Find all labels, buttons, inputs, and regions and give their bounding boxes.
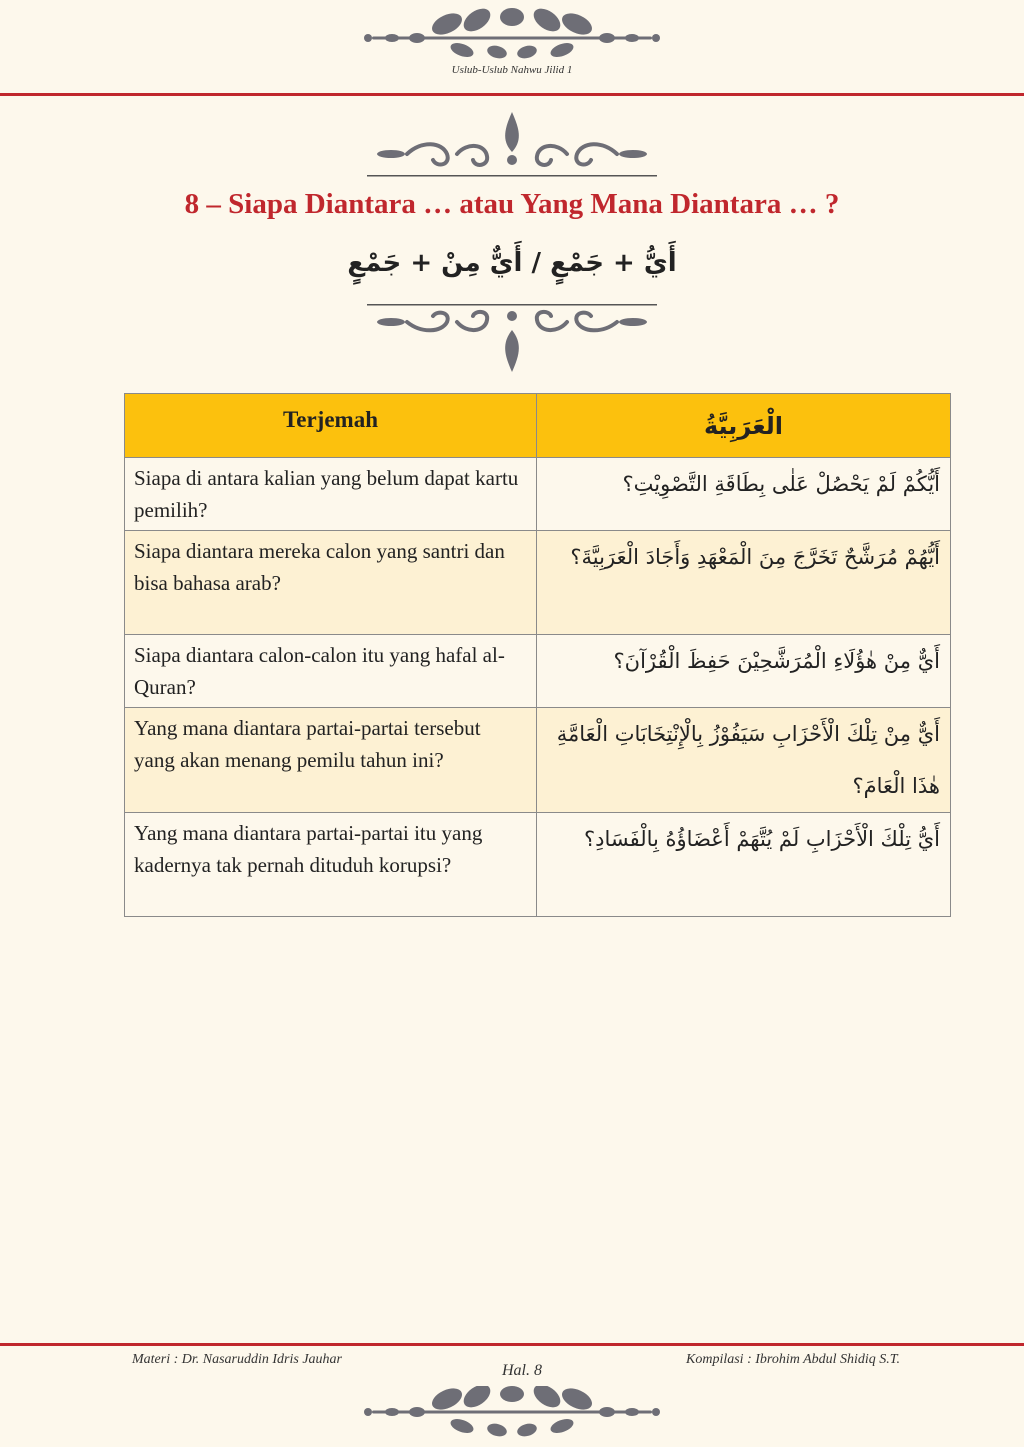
footer-materi: Materi : Dr. Nasaruddin Idris Jauhar	[132, 1352, 343, 1367]
table-row	[125, 531, 951, 635]
lower-fleuron-divider-icon	[0, 302, 1024, 374]
translation-cell: Siapa diantara mereka calon yang santri dan bisa bahasa arab?	[125, 531, 537, 635]
table-header-row	[125, 394, 951, 458]
arabic-cell: أَيُّكُمْ لَمْ يَحْصُلْ عَلٰى بِطَاقَةِ التَّصْوِيْتِ؟	[537, 458, 951, 531]
header-translation: Terjemah	[125, 394, 537, 458]
translation-cell: Siapa di antara kalian yang belum dapat kartu pemilih?	[125, 458, 537, 531]
table-row	[125, 813, 951, 917]
translation-cell: Yang mana diantara partai-partai tersebut yang akan menang pemilu tahun ini?	[125, 708, 537, 813]
header-arabic: الْعَرَبِيَّةُ	[537, 394, 951, 458]
footer-rule	[0, 1343, 1024, 1346]
translation-cell: Siapa diantara calon-calon itu yang hafal al-Quran?	[125, 635, 537, 708]
header-rule	[0, 93, 1024, 96]
arabic-cell: أَيُّ تِلْكَ الْأَحْزَابِ لَمْ يُتَّهَمْ أَعْضَاؤُهُ بِالْفَسَادِ؟	[537, 813, 951, 917]
running-title: Uslub-Uslub Nahwu Jilid 1	[451, 64, 573, 76]
arabic-cell: أَيُّهُمْ مُرَشَّحٌ تَخَرَّجَ مِنَ الْمَعْهَدِ وَأَجَادَ الْعَرَبِيَّةَ؟	[537, 531, 951, 635]
arabic-cell: أَيٌّ مِنْ هٰؤُلَاءِ الْمُرَشَّحِيْنَ حَفِظَ الْقُرْآنَ؟	[537, 635, 951, 708]
table-row	[125, 458, 951, 531]
table-row	[125, 635, 951, 708]
arabic-formula: أَيُّ + جَمْعٍ / أَيٌّ مِنْ + جَمْعٍ	[347, 248, 677, 278]
table-row	[125, 708, 951, 813]
translation-table	[124, 393, 951, 917]
bottom-leaf-ornament-icon	[0, 1386, 1024, 1442]
footer-kompilasi: Kompilasi : Ibrohim Abdul Shidiq S.T.	[686, 1352, 901, 1367]
upper-fleuron-divider-icon	[0, 110, 1024, 180]
translation-cell: Yang mana diantara partai-partai itu yang kadernya tak pernah dituduh korupsi?	[125, 813, 537, 917]
section-title: 8 – Siapa Diantara … atau Yang Mana Diantara … ?	[184, 188, 840, 220]
arabic-cell: أَيٌّ مِنْ تِلْكَ الْأَحْزَابِ سَيَفُوْزُ بِالْإِنْتِخَابَاتِ الْعَامَّةِ هٰذَا الْعَامَ؟	[537, 708, 951, 813]
page-number: Hal. 8	[502, 1362, 542, 1379]
top-leaf-ornament-icon	[0, 8, 1024, 62]
